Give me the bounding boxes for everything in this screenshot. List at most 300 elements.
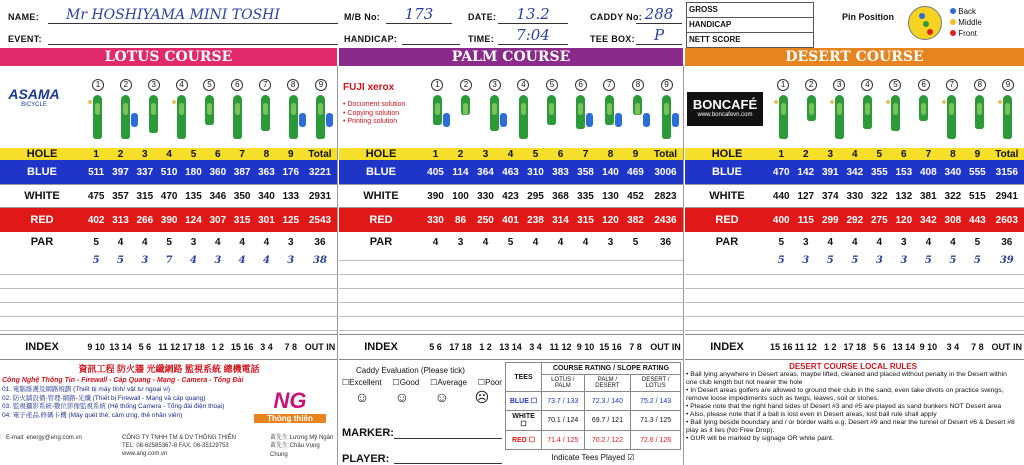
logo-item: • Printing solution xyxy=(343,118,398,125)
green-diagram-icon xyxy=(908,6,942,40)
cell: 4 xyxy=(166,148,172,160)
cell: 36 xyxy=(1001,236,1013,248)
pin-front-label: Front xyxy=(958,29,977,38)
cell: 9 xyxy=(632,148,639,160)
cell: 315 xyxy=(233,214,251,226)
score-cell[interactable]: 3 xyxy=(214,254,222,266)
cell: 3 xyxy=(142,148,148,160)
cell: 1 xyxy=(778,148,785,160)
cell: 4 xyxy=(876,236,883,248)
cell: 13 14 xyxy=(499,342,522,352)
cell: 11 12 xyxy=(794,342,817,352)
cell: 330 xyxy=(846,190,864,202)
hole-number: 6 xyxy=(231,79,243,91)
handicap-label: HANDICAP: xyxy=(344,34,398,44)
hole-number: 1 xyxy=(777,79,789,91)
hole-number: 6 xyxy=(575,79,587,91)
logo-item: • Copying solution xyxy=(343,109,400,117)
neutral-face-icon: ☺ xyxy=(434,389,449,405)
row-label: BLUE xyxy=(712,166,742,178)
date-field[interactable] xyxy=(498,5,568,24)
hole-number: 1 xyxy=(92,79,104,91)
cell: 4 xyxy=(117,236,124,248)
tick-checkbox[interactable]: ☑ xyxy=(627,453,635,462)
desert-score-row[interactable] xyxy=(685,246,1024,274)
thong-thien-logo xyxy=(254,388,326,424)
cell: 299 xyxy=(821,214,839,226)
cell: 3 xyxy=(288,236,294,248)
tee-label: BLUE xyxy=(509,398,529,405)
row-label: BLUE xyxy=(27,166,57,178)
rule-text: Please note that the right hand sides of Desert #3 and #5 are played as sand bunkers NOT Desert area xyxy=(690,403,1002,410)
cell: 86 xyxy=(454,214,467,226)
cell: 9 xyxy=(288,148,294,160)
name-label: NAME: xyxy=(8,12,39,22)
rating-cell: 70.2 / 122 xyxy=(584,431,631,450)
event-field[interactable] xyxy=(48,44,338,45)
boncafe-logo-text: BONCAFÉ xyxy=(692,97,758,112)
cell: 4 xyxy=(142,236,148,248)
name-field[interactable] xyxy=(48,6,338,24)
cell: 4 xyxy=(827,236,834,248)
cell: 5 xyxy=(93,236,99,248)
rule-item: • GUR will be marked by signage OR white paint. xyxy=(686,435,834,442)
cell: 153 xyxy=(895,166,913,178)
score-cell[interactable]: 3 xyxy=(900,254,908,266)
palm-title: PALM COURSE xyxy=(339,48,683,66)
sponsor-line: 04. 電子產品.修碼卡機 (Máy quét thẻ, cảm ứng, thẻ nhân viên) xyxy=(2,411,183,419)
palm-hole-row xyxy=(339,148,683,160)
time-label: TIME: xyxy=(468,34,494,44)
rating-col: PALM / DESERT xyxy=(584,375,631,392)
hole-number: 1 xyxy=(431,79,443,91)
score-cell[interactable]: 3 xyxy=(802,254,810,266)
player-field[interactable] xyxy=(394,463,502,464)
rating-col: DESERT / LOTUS xyxy=(631,375,681,392)
totals-box xyxy=(686,2,814,48)
lotus-score-row[interactable] xyxy=(0,246,337,274)
sponsor-email: E-mail: energy@eng.com.vn xyxy=(6,435,82,441)
cell: 3156 xyxy=(995,166,1018,178)
palm-hole-maps xyxy=(423,79,681,151)
smile-icon: ☺ xyxy=(354,389,370,405)
cell: 4 xyxy=(263,236,270,248)
palm-blue-row xyxy=(339,160,683,184)
cell: 355 xyxy=(870,166,888,178)
score-cell[interactable]: 4 xyxy=(262,254,270,266)
row-label: WHITE xyxy=(24,190,60,202)
caddy-field[interactable] xyxy=(636,5,682,24)
row-label: PAR xyxy=(30,236,54,248)
cell: 5 xyxy=(507,236,514,248)
handicap-box-label: HANDICAP xyxy=(687,18,813,33)
fuji-xerox-logo xyxy=(343,82,421,138)
caddy-label: CADDY No: xyxy=(590,12,643,22)
cell: 4 xyxy=(215,236,221,248)
cell: 9 xyxy=(974,148,981,160)
cell: OUT IN xyxy=(304,342,336,352)
palm-white-row xyxy=(339,184,683,208)
tee-red-option[interactable]: RED ☐ xyxy=(506,431,542,450)
cell: 1 xyxy=(93,148,99,160)
smile-icon: ☺ xyxy=(394,389,410,405)
teebox-value: P xyxy=(653,26,665,44)
cell: 314 xyxy=(552,214,569,226)
score-cell[interactable]: 39 xyxy=(999,254,1014,266)
rating-cell: 72.6 / 126 xyxy=(631,431,681,450)
cell: 337 xyxy=(136,166,154,178)
cell: 114 xyxy=(452,166,469,178)
nett-label: NETT SCORE xyxy=(689,35,741,44)
cell: 4 xyxy=(950,236,956,248)
cell: 381 xyxy=(920,190,937,202)
cell: 440 xyxy=(772,190,790,202)
lotus-blue-row xyxy=(0,160,337,184)
row-label: HOLE xyxy=(26,148,58,160)
score-cell[interactable]: 3 xyxy=(141,254,149,266)
tee-blue-option[interactable]: BLUE ☐ xyxy=(506,392,542,411)
cell: 360 xyxy=(209,166,227,178)
cell: 340 xyxy=(258,190,275,202)
teebox-field[interactable] xyxy=(636,26,682,45)
cell: 142 xyxy=(797,166,815,178)
score-cell[interactable]: 5 xyxy=(117,254,124,266)
lotus-white-row xyxy=(0,184,337,208)
cell: 13 14 xyxy=(109,342,132,352)
player-label: PLAYER: xyxy=(342,453,390,465)
cell: 127 xyxy=(797,190,815,202)
cell: 5 xyxy=(974,236,981,248)
thong-thien-logo-sub: Thông thiên xyxy=(254,414,326,423)
cell: 390 xyxy=(427,190,444,202)
rating-title: COURSE RATING / SLOPE RATING xyxy=(542,363,681,375)
hole-number: 5 xyxy=(203,79,215,91)
hole-number: 9 xyxy=(315,79,327,91)
sponsor-contact2: 黃先生 Châu Vụng Chung xyxy=(270,443,320,458)
cell: 3 xyxy=(457,236,464,248)
cell: 5 6 xyxy=(429,342,442,352)
row-label: RED xyxy=(715,214,739,226)
hole-number: 3 xyxy=(489,79,501,91)
sponsor-tel: TEL: 08-62585367-8 FAX: 08-35129753 xyxy=(122,443,229,449)
cell: 4 xyxy=(852,236,858,248)
row-label: INDEX xyxy=(710,341,744,353)
cell: 350 xyxy=(233,190,251,202)
cell: 1 2 xyxy=(479,342,492,352)
cell: 511 xyxy=(88,166,105,178)
row-label: HOLE xyxy=(711,148,743,160)
eval-excellent-option[interactable]: ☐Excellent xyxy=(342,378,382,387)
desert-blue-row xyxy=(685,160,1024,184)
desert-index-row xyxy=(685,334,1024,360)
hole-number: 9 xyxy=(661,79,673,91)
cell: 310 xyxy=(527,166,544,178)
score-cell[interactable]: 3 xyxy=(875,254,883,266)
cell: 5 xyxy=(190,148,197,160)
hole-number: 3 xyxy=(833,79,845,91)
marker-field[interactable] xyxy=(394,438,502,439)
cell: 17 18 xyxy=(843,342,867,352)
cell: 7 8 xyxy=(971,342,984,352)
desert-white-row xyxy=(685,184,1024,208)
pin-back-label: Back xyxy=(958,7,977,16)
asama-logo xyxy=(6,86,62,134)
rule-text: Ball lying anywhere in Desert areas, maybe lifted, cleaned and placed without penalty in the Desert within one club length but not nearer the hole xyxy=(686,371,1007,386)
caddy-value: 288 xyxy=(644,5,674,23)
cell: 363 xyxy=(258,166,275,178)
cell: 4 xyxy=(852,148,858,160)
cell: 130 xyxy=(602,190,619,202)
rule-item: • Also, please note that if a ball is lost even in Desert areas, lost ball rule shall apply xyxy=(686,411,937,418)
row-label: WHITE xyxy=(709,190,745,202)
cell: 124 xyxy=(185,214,202,226)
score-cell[interactable]: 5 xyxy=(851,254,859,266)
tee-label: WHITE xyxy=(512,413,535,420)
cell: 11 12 xyxy=(549,342,572,352)
eval-poor-option[interactable]: ☐Poor xyxy=(477,378,502,387)
pin-position-label: Pin Position xyxy=(841,12,894,22)
score-cell[interactable]: 5 xyxy=(777,254,785,266)
cell: 266 xyxy=(136,214,154,226)
rating-cell: 71.3 / 125 xyxy=(631,411,681,431)
rule-item: • Please note that the right hand sides of Desert #3 and #5 are played as sand bunkers NOT Desert area xyxy=(686,403,1002,410)
cell: 382 xyxy=(627,214,644,226)
caddy-eval-title: Caddy Evaluation (Please tick) xyxy=(356,366,465,375)
cell: 8 xyxy=(950,148,956,160)
boncafe-logo xyxy=(687,92,763,126)
eval-option-label: Poor xyxy=(485,378,502,387)
cell: 2543 xyxy=(308,214,332,226)
lotus-title: LOTUS COURSE xyxy=(0,48,337,66)
cell: 452 xyxy=(627,190,644,202)
cell: 4 xyxy=(482,236,489,248)
sponsor-contact1: 黃先生 Lương Mỹ Ngân xyxy=(270,435,334,441)
palm-index-row xyxy=(339,334,683,360)
rating-cell: 75.2 / 143 xyxy=(631,392,681,411)
cell: 322 xyxy=(944,190,962,202)
eval-option-label: Average xyxy=(437,378,467,387)
cell: 322 xyxy=(870,190,888,202)
cell: 5 xyxy=(632,236,639,248)
caddy-evaluation xyxy=(342,366,502,406)
rule-text: GUR will be marked by signage OR white paint. xyxy=(690,435,834,442)
score-cell[interactable]: 5 xyxy=(924,254,932,266)
tee-white-option[interactable]: WHITE ☐ xyxy=(506,411,542,431)
lotus-hole-row xyxy=(0,148,337,160)
cell: 4 xyxy=(239,236,245,248)
desert-red-row xyxy=(685,208,1024,232)
rating-cell: 70.1 / 124 xyxy=(542,411,585,431)
hole-number: 4 xyxy=(861,79,873,91)
handicap-field[interactable] xyxy=(402,44,460,45)
cell: 176 xyxy=(282,166,300,178)
cell: 180 xyxy=(185,166,202,178)
cell: 364 xyxy=(477,166,494,178)
row-label: RED xyxy=(30,214,54,226)
cell: 340 xyxy=(944,166,962,178)
cell: 4 xyxy=(925,236,932,248)
time-field[interactable] xyxy=(498,26,568,45)
cell: 383 xyxy=(552,166,569,178)
score-cell[interactable]: 4 xyxy=(189,254,197,266)
hole-number: 8 xyxy=(287,79,299,91)
cell: 120 xyxy=(895,214,913,226)
row-label: RED xyxy=(369,214,393,226)
score-cell[interactable]: 4 xyxy=(238,254,246,266)
cell: OUT IN xyxy=(650,342,681,352)
cell: 515 xyxy=(969,190,986,202)
cell: 475 xyxy=(87,190,105,202)
cell: 387 xyxy=(233,166,251,178)
pin-legend xyxy=(950,6,982,39)
cell: 5 xyxy=(876,148,883,160)
cell: 238 xyxy=(527,214,544,226)
hole-number: 4 xyxy=(517,79,529,91)
cell: 335 xyxy=(577,190,594,202)
desert-local-rules xyxy=(686,362,1020,465)
cell: 397 xyxy=(112,166,129,178)
cell: 374 xyxy=(821,190,839,202)
cell: 120 xyxy=(602,214,619,226)
score-cell[interactable]: 7 xyxy=(165,254,173,266)
cell: 132 xyxy=(895,190,913,202)
eval-average-option[interactable]: ☐Average xyxy=(430,378,467,387)
cell: 135 xyxy=(185,190,202,202)
cell: 357 xyxy=(112,190,129,202)
sponsor-cn: 資訊工程 防火牆 光纖網路 監視系統 總機電話 xyxy=(78,364,260,374)
cell: 346 xyxy=(209,190,227,202)
course-rating-table xyxy=(505,362,681,465)
thong-thien-logo-text: NG xyxy=(273,388,307,413)
cell: 401 xyxy=(502,214,519,226)
cell: 6 xyxy=(901,148,907,160)
cell: 390 xyxy=(160,214,178,226)
score-cell[interactable]: 5 xyxy=(826,254,834,266)
hole-number: 6 xyxy=(918,79,930,91)
rule-text: Ball lying beside boundary and / or border walls e.g. Desert #9 and near the tunnel of Desert #6 & Desert #8 play as it lies (No Free Drop). xyxy=(686,419,1015,434)
cell: Total xyxy=(653,148,678,160)
cell: 2 xyxy=(457,148,464,160)
rule-text: In Desert areas golfers are allowed to ground their club in the sand, even take divots on practice swings, remove loose impediments such as twigs, leaves, soil or stones. xyxy=(686,387,1004,402)
sponsor-line: 01. 電腦維護及網路規劃 (Thiết bị máy tính/ vật tư ngoại vi) xyxy=(2,386,170,393)
rules-title: DESERT COURSE LOCAL RULES xyxy=(789,362,917,371)
score-cell[interactable]: 5 xyxy=(949,254,957,266)
cell: 4 xyxy=(582,236,589,248)
cell: 3 4 xyxy=(260,342,273,352)
cell: 9 10 xyxy=(87,342,105,352)
score-cell[interactable]: 5 xyxy=(973,254,981,266)
hole-number: 2 xyxy=(460,79,472,91)
mb-field[interactable] xyxy=(386,5,452,24)
cell: 1 xyxy=(432,148,439,160)
eval-option-label: Excellent xyxy=(349,378,382,387)
boncafe-logo-sub: www.boncafevn.com xyxy=(697,112,753,118)
rating-cell: 72.3 / 140 xyxy=(584,392,631,411)
cell: 6 xyxy=(557,148,564,160)
cell: 295 xyxy=(527,190,544,202)
asama-logo-sub: BICYCLE xyxy=(21,102,47,108)
sponsor-web: www.ang.com.vn xyxy=(122,451,168,457)
cell: 2823 xyxy=(654,190,677,202)
gross-label: GROSS xyxy=(687,3,813,18)
cell: 423 xyxy=(502,190,519,202)
cell: 133 xyxy=(282,190,300,202)
cell: 9 10 xyxy=(919,342,938,352)
cell: 15 16 xyxy=(599,342,622,352)
hole-number: 9 xyxy=(1002,79,1014,91)
cell: 1 2 xyxy=(211,342,225,352)
cell: 7 xyxy=(925,148,932,160)
cell: 3 xyxy=(190,236,197,248)
mb-value: 173 xyxy=(404,5,434,23)
smiley-icons xyxy=(342,389,502,406)
cell: 275 xyxy=(870,214,888,226)
frown-icon: ☹ xyxy=(474,389,490,405)
fuji-xerox-text: FUJI xerox xyxy=(343,82,395,93)
cell: 2 xyxy=(802,148,809,160)
cell: 330 xyxy=(427,214,444,226)
hole-number: 4 xyxy=(176,79,188,91)
row-label: INDEX xyxy=(364,341,398,353)
row-label: HOLE xyxy=(365,148,397,160)
cell: 358 xyxy=(577,166,594,178)
cell: 1 2 xyxy=(824,342,837,352)
score-cell[interactable]: 3 xyxy=(287,254,295,266)
eval-good-option[interactable]: ☐Good xyxy=(392,378,420,387)
cell: 3 4 xyxy=(946,342,960,352)
cell: 342 xyxy=(920,214,937,226)
hole-number: 7 xyxy=(603,79,615,91)
cell: 6 xyxy=(215,148,221,160)
cell: 315 xyxy=(577,214,594,226)
lotus-index-row xyxy=(0,334,337,360)
cell: 250 xyxy=(477,214,494,226)
cell: 7 xyxy=(239,148,245,160)
cell: 15 16 xyxy=(230,342,254,352)
cell: 368 xyxy=(552,190,569,202)
marker-label: MARKER: xyxy=(342,427,394,439)
cell: 2603 xyxy=(995,214,1018,226)
cell: 17 18 xyxy=(182,342,205,352)
cell: 330 xyxy=(477,190,494,202)
hole-number: 8 xyxy=(632,79,644,91)
cell: 4 xyxy=(432,236,439,248)
row-label: PAR xyxy=(369,236,393,248)
hole-number: 2 xyxy=(805,79,817,91)
rating-col: LOTUS / PALM xyxy=(542,375,585,392)
cell: 391 xyxy=(821,166,839,178)
cell: 2931 xyxy=(308,190,332,202)
cell: 3 xyxy=(482,148,489,160)
cell: 9 10 xyxy=(576,342,595,352)
cell: OUT IN xyxy=(991,342,1023,352)
cell: 3 xyxy=(827,148,834,160)
cell: 313 xyxy=(112,214,129,226)
sponsor-vn: Công Nghệ Thông Tin - Firewall - Cáp Quang - Mạng - Camera - Tổng Đài xyxy=(2,377,244,384)
cell: 3221 xyxy=(308,166,332,178)
cell: 5 6 xyxy=(873,342,886,352)
score-cell[interactable]: 38 xyxy=(313,254,327,266)
event-label: EVENT: xyxy=(8,34,42,44)
palm-red-row xyxy=(339,208,683,232)
indicate-tees-label xyxy=(505,453,681,462)
tees-header: TEES xyxy=(506,363,542,392)
cell: 5 xyxy=(166,236,172,248)
cell: 408 xyxy=(920,166,937,178)
cell: 2941 xyxy=(995,190,1018,202)
score-cell[interactable]: 5 xyxy=(92,254,100,266)
rule-text: Also, please note that if a ball is lost even in Desert areas, lost ball rule shall apply xyxy=(689,411,937,418)
